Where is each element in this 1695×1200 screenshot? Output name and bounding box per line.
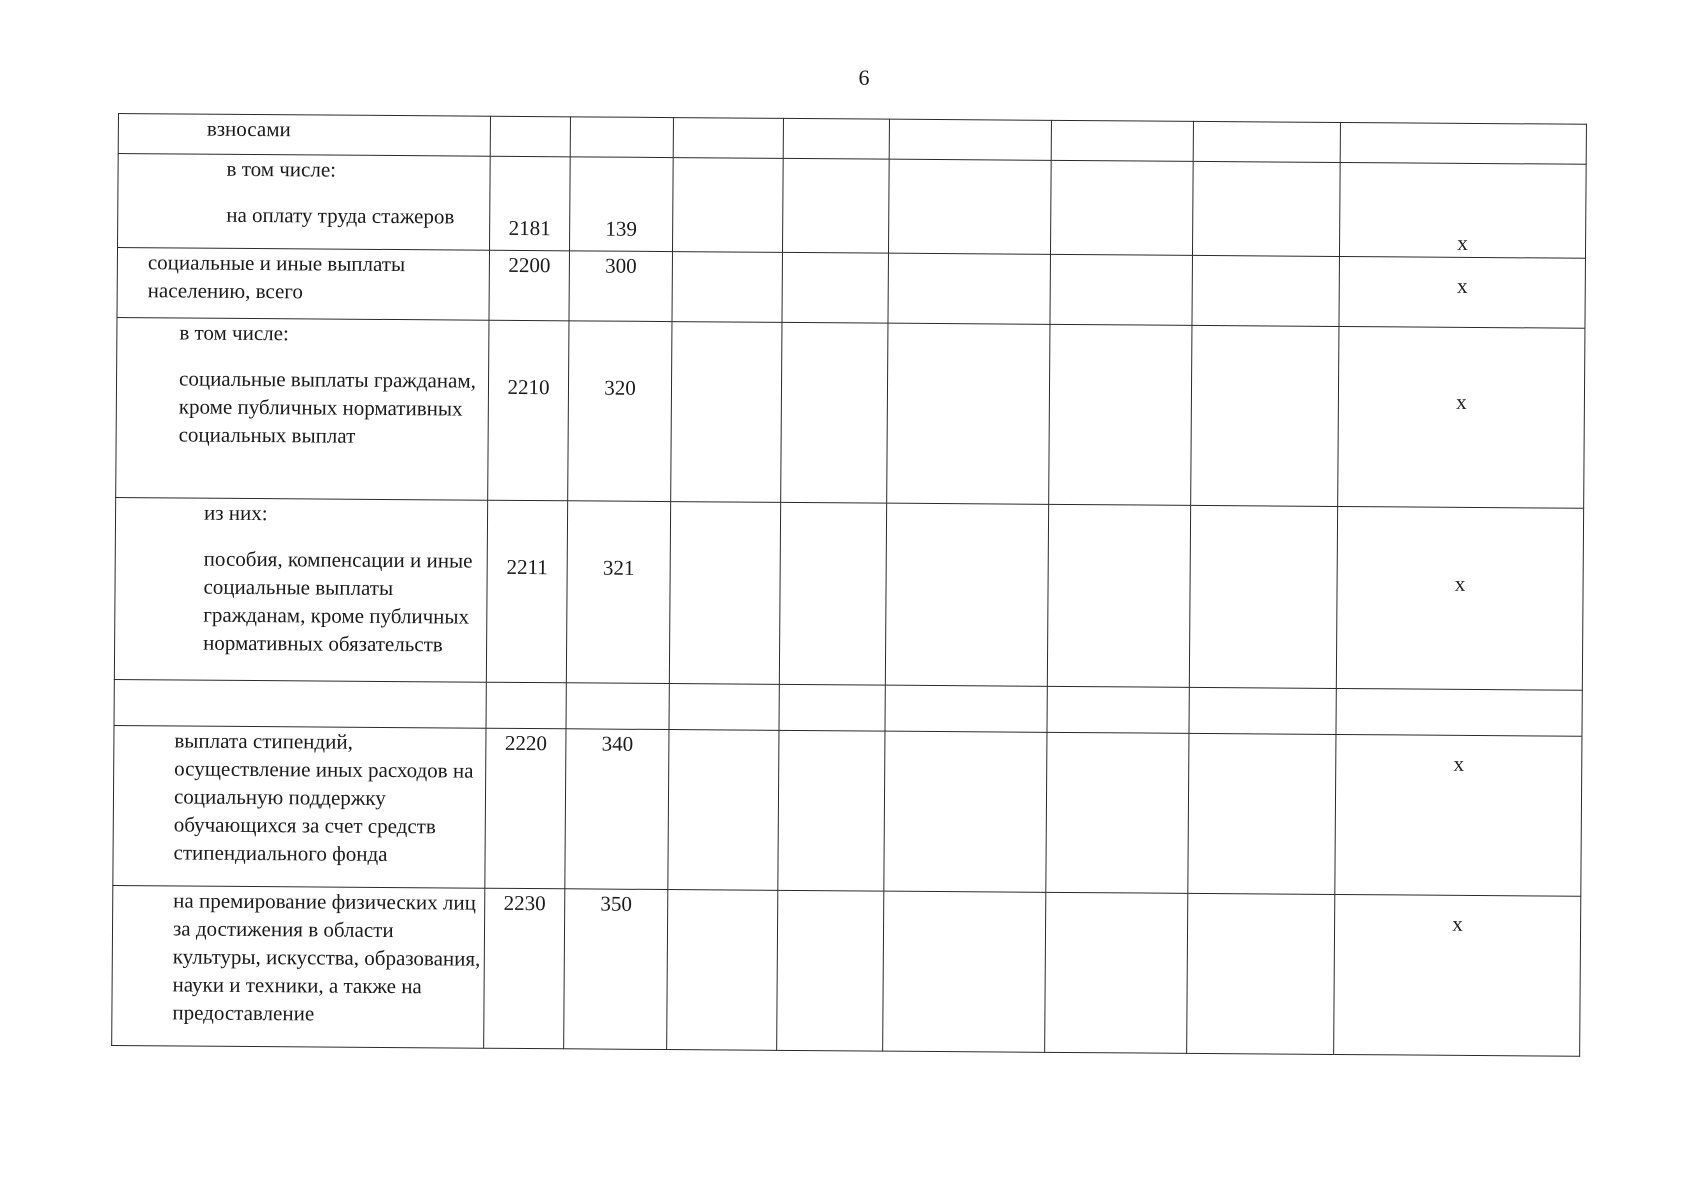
value-cell bbox=[777, 890, 884, 1051]
value-cell bbox=[673, 118, 783, 159]
row-sublabel: в том числе: bbox=[179, 320, 289, 346]
row-code: 2210 bbox=[507, 374, 550, 400]
value-cell bbox=[884, 731, 1047, 892]
row-label-cell bbox=[117, 248, 490, 321]
row-label: на премирование физических лиц за достижения в области культуры, искусства, образования, науки и техники, а также на предоставление bbox=[172, 888, 481, 1026]
value-cell bbox=[885, 685, 1047, 732]
mark-cell bbox=[1334, 894, 1581, 1056]
row-label-cell bbox=[112, 885, 485, 1048]
value-cell bbox=[888, 159, 1051, 254]
row-label-cell bbox=[116, 317, 489, 500]
table-row bbox=[116, 317, 1585, 508]
value-cell bbox=[781, 322, 888, 503]
value-cell bbox=[1050, 254, 1193, 325]
value-cell bbox=[783, 118, 889, 159]
value-cell bbox=[889, 119, 1051, 160]
mark-cell bbox=[1336, 506, 1583, 690]
code-cell bbox=[490, 156, 571, 251]
value-cell bbox=[782, 158, 889, 253]
mark-cell bbox=[1338, 326, 1585, 508]
code-cell bbox=[488, 320, 569, 501]
value-cell bbox=[667, 890, 778, 1051]
mark-cell bbox=[1335, 734, 1582, 896]
page-number: 6 bbox=[858, 65, 870, 90]
value-cell bbox=[883, 891, 1046, 1052]
value-cell bbox=[888, 253, 1051, 324]
budget-table-sheet bbox=[111, 113, 1586, 1057]
row-mark: х bbox=[1456, 389, 1467, 414]
row-label-cell bbox=[118, 114, 490, 157]
kbk-cell: 350 bbox=[564, 889, 668, 1050]
value-cell bbox=[1189, 687, 1336, 734]
value-cell bbox=[782, 252, 889, 323]
value-cell bbox=[1047, 504, 1190, 687]
value-cell bbox=[1049, 324, 1192, 505]
value-cell bbox=[669, 684, 779, 731]
code-cell bbox=[490, 116, 570, 157]
row-kbk: 139 bbox=[605, 216, 638, 241]
row-mark: х bbox=[1452, 911, 1463, 936]
mark-cell bbox=[1339, 256, 1586, 328]
row-code: 2211 bbox=[506, 554, 548, 580]
kbk-cell bbox=[566, 501, 670, 684]
value-cell bbox=[1189, 505, 1337, 688]
value-cell bbox=[671, 322, 782, 503]
value-cell bbox=[1191, 325, 1339, 506]
kbk-cell bbox=[570, 157, 674, 252]
value-cell bbox=[672, 158, 783, 253]
code-cell bbox=[486, 682, 566, 729]
row-label: на оплату труда стажеров bbox=[226, 202, 455, 229]
row-label-cell bbox=[114, 497, 487, 682]
row-label-cell bbox=[113, 725, 486, 888]
value-cell bbox=[1046, 732, 1189, 893]
row-kbk: 321 bbox=[602, 555, 635, 580]
kbk-cell bbox=[566, 683, 669, 730]
value-cell bbox=[779, 502, 886, 685]
value-cell bbox=[885, 503, 1048, 686]
row-mark: х bbox=[1453, 751, 1465, 776]
value-cell bbox=[779, 684, 885, 731]
row-code: 2181 bbox=[508, 215, 551, 241]
budget-table bbox=[111, 113, 1587, 1057]
row-label: социальные и иные выплаты населению, всего bbox=[147, 250, 406, 304]
table-row bbox=[118, 154, 1587, 259]
row-label: социальные выплаты гражданам, кроме публичных нормативных социальных выплат bbox=[178, 366, 477, 448]
value-cell bbox=[1050, 160, 1193, 255]
row-sublabel: в том числе: bbox=[226, 156, 337, 182]
code-cell: 2200 bbox=[489, 250, 570, 321]
value-cell bbox=[669, 502, 780, 685]
row-label-cell bbox=[118, 154, 491, 251]
mark-cell bbox=[1340, 122, 1586, 164]
mark-cell bbox=[1339, 162, 1586, 258]
kbk-cell: 340 bbox=[565, 729, 669, 890]
table-row bbox=[117, 248, 1585, 329]
mark-cell bbox=[1336, 688, 1582, 736]
kbk-cell: 300 bbox=[569, 251, 673, 322]
value-cell bbox=[1192, 255, 1340, 326]
value-cell bbox=[1192, 161, 1340, 256]
kbk-cell bbox=[570, 117, 673, 158]
row-label-cell bbox=[114, 679, 486, 728]
value-cell bbox=[1187, 893, 1335, 1054]
value-cell bbox=[778, 730, 885, 891]
value-cell bbox=[1045, 892, 1188, 1053]
table-row bbox=[112, 885, 1581, 1056]
value-cell bbox=[1047, 686, 1189, 733]
value-cell bbox=[1193, 121, 1340, 162]
row-kbk: 320 bbox=[604, 375, 636, 400]
code-cell: 2220 bbox=[485, 728, 566, 889]
row-label: пособия, компенсации и иные социальные выплаты гражданам, кроме публичных нормативных обязательств bbox=[203, 546, 473, 657]
value-cell bbox=[668, 730, 779, 891]
table-row bbox=[114, 497, 1583, 690]
kbk-cell bbox=[568, 321, 672, 502]
row-label: выплата стипендий, осуществление иных расходов на социальную поддержку обучающихся за счет средств стипендиального фонда bbox=[173, 728, 474, 866]
table-row bbox=[113, 725, 1582, 896]
value-cell bbox=[1051, 120, 1193, 161]
code-cell bbox=[486, 500, 567, 683]
value-cell bbox=[672, 252, 783, 323]
row-sublabel: из них: bbox=[203, 500, 268, 526]
value-cell bbox=[887, 323, 1050, 504]
row-mark: х bbox=[1454, 571, 1466, 596]
value-cell bbox=[1188, 733, 1336, 894]
row-label: взносами bbox=[206, 116, 291, 142]
code-cell: 2230 bbox=[484, 888, 565, 1049]
row-mark: х bbox=[1456, 273, 1468, 298]
row-mark: х bbox=[1457, 230, 1468, 255]
